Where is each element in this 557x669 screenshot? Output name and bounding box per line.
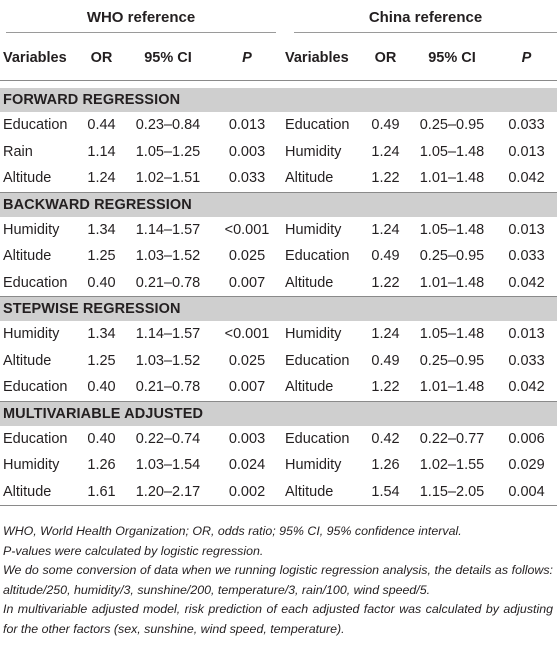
table-cell: 0.40 [87, 430, 116, 447]
table-cell: 0.033 [212, 165, 282, 192]
table-cell: 0.042 [496, 270, 557, 297]
table-cell: Education [285, 430, 350, 447]
table-cell: 1.22 [363, 270, 408, 297]
table-cell: 1.03–1.54 [135, 457, 201, 474]
table-row [0, 165, 557, 192]
table-cell: 1.03–1.52 [135, 248, 201, 265]
col-header: 95% CI [428, 50, 476, 66]
table-cell: 1.25 [87, 352, 116, 369]
table-cell: 1.15–2.05 [408, 479, 496, 506]
col-header: OR [374, 50, 397, 66]
table-cell: 1.03–1.52 [135, 352, 201, 369]
table-cell: 0.025 [228, 248, 266, 265]
table-cell: Rain [3, 143, 33, 160]
table-cell: 1.14 [87, 143, 116, 160]
table-row [0, 270, 557, 297]
table-cell: Altitude [282, 479, 363, 506]
table-cell: 0.013 [508, 326, 545, 343]
table-cell: Education [0, 374, 79, 401]
table-cell: 1.54 [363, 479, 408, 506]
table-cell: <0.001 [224, 221, 270, 238]
footnote: In multivariable adjusted model, risk prediction of each adjusted factor was calculated by adjusting for the other factors (sex, sunshine, wind speed, temperature). [3, 602, 553, 636]
table-cell: 0.033 [508, 117, 545, 134]
col-header: P [242, 50, 252, 66]
table-body [0, 81, 557, 506]
table-row [0, 139, 557, 166]
table-cell: 1.05–1.48 [419, 143, 485, 160]
table-cell: 1.02–1.55 [419, 457, 485, 474]
table-cell: Humidity [285, 326, 342, 343]
table-cell: 1.14–1.57 [135, 326, 201, 343]
footnote: We do some conversion of data when we running logistic regression analysis, the details as follows: altitude/250, humidity/3, sunshine/200, temperature/3, rain/100, wind speed/5. [3, 563, 553, 597]
col-header: OR [90, 50, 113, 66]
table-cell: Altitude [3, 352, 52, 369]
table-cell: 0.25–0.95 [419, 248, 485, 265]
table-cell: 0.007 [212, 270, 282, 297]
table-cell: 0.40 [79, 374, 124, 401]
table-cell: Education [3, 430, 68, 447]
regression-table [0, 6, 557, 506]
table-cell: 1.01–1.48 [408, 270, 496, 297]
table-cell: Altitude [3, 248, 52, 265]
table-cell: Altitude [0, 165, 79, 192]
footnote: P-values were calculated by logistic regression. [3, 543, 264, 558]
table-cell: 0.013 [508, 221, 545, 238]
section-header-row [0, 192, 557, 217]
table-cell: Altitude [282, 374, 363, 401]
col-header: Variables [3, 50, 67, 66]
table-cell: 0.25–0.95 [419, 117, 485, 134]
table-cell: Humidity [3, 326, 60, 343]
table-cell: 1.34 [87, 326, 116, 343]
table-cell: 1.24 [371, 326, 400, 343]
table-row [0, 479, 557, 506]
table-cell: 0.22–0.77 [419, 430, 485, 447]
section-header-row [0, 297, 557, 322]
column-header-row [0, 36, 557, 81]
group-header-china [282, 6, 557, 36]
table-cell: 1.01–1.48 [408, 165, 496, 192]
table-cell: Humidity [285, 221, 342, 238]
table-cell: 0.007 [212, 374, 282, 401]
table-row [0, 374, 557, 401]
table-cell: 0.025 [228, 352, 266, 369]
table-cell: Education [0, 270, 79, 297]
table-cell: 0.013 [228, 117, 266, 134]
table-cell: 0.003 [228, 143, 266, 160]
group-header-china-label: China reference [294, 9, 557, 33]
table-cell: 0.22–0.74 [135, 430, 201, 447]
table-cell: 1.05–1.48 [419, 326, 485, 343]
footnote: WHO, World Health Organization; OR, odds ratio; 95% CI, 95% confidence interval. [3, 524, 462, 538]
table-footnotes [3, 522, 553, 640]
table-cell: Education [285, 117, 350, 134]
table-cell: 0.44 [87, 117, 116, 134]
table-cell: 1.24 [371, 143, 400, 160]
table-cell: 0.042 [496, 374, 557, 401]
section-spacer [0, 81, 557, 89]
table-row [0, 112, 557, 139]
table-cell: 1.34 [87, 221, 116, 238]
section-title: STEPWISE REGRESSION [0, 297, 557, 322]
table-cell: 0.21–0.78 [124, 374, 212, 401]
table-cell: Altitude [0, 479, 79, 506]
section-title: FORWARD REGRESSION [0, 88, 557, 112]
group-header-row [0, 6, 557, 36]
table-cell: 1.24 [371, 221, 400, 238]
table-cell: 1.22 [363, 165, 408, 192]
section-header-row [0, 401, 557, 426]
table-cell: 1.14–1.57 [135, 221, 201, 238]
table-cell: 0.033 [508, 248, 545, 265]
table-cell: 1.61 [79, 479, 124, 506]
table-cell: 0.49 [371, 117, 400, 134]
table-row [0, 321, 557, 348]
table-cell: 0.024 [228, 457, 266, 474]
table-cell: 1.24 [79, 165, 124, 192]
table-cell: 0.40 [79, 270, 124, 297]
table-cell: 0.23–0.84 [135, 117, 201, 134]
table-cell: Education [285, 248, 350, 265]
group-header-who-label: WHO reference [6, 9, 276, 33]
table-cell: 1.20–2.17 [124, 479, 212, 506]
table-cell: 0.003 [228, 430, 266, 447]
table-cell: 0.25–0.95 [419, 352, 485, 369]
table-row [0, 452, 557, 479]
table-cell: 0.004 [496, 479, 557, 506]
col-header: P [521, 50, 532, 66]
section-header-row [0, 88, 557, 112]
table-cell: 1.05–1.25 [135, 143, 201, 160]
table-row [0, 426, 557, 453]
table-cell: 1.26 [87, 457, 116, 474]
table-cell: 0.002 [212, 479, 282, 506]
table-cell: 0.013 [508, 143, 545, 160]
table-cell: 1.22 [363, 374, 408, 401]
table-cell: 0.49 [371, 248, 400, 265]
group-header-who [0, 6, 282, 36]
col-header: 95% CI [144, 50, 192, 66]
table-cell: Humidity [3, 457, 60, 474]
table-cell: Humidity [285, 143, 342, 160]
col-header: Variables [285, 50, 349, 66]
table-cell: Humidity [3, 221, 60, 238]
table-row [0, 243, 557, 270]
section-title: MULTIVARIABLE ADJUSTED [0, 401, 557, 426]
table-cell: 0.49 [371, 352, 400, 369]
table-cell: Education [285, 352, 350, 369]
table-cell: 0.042 [496, 165, 557, 192]
table-cell: 1.02–1.51 [124, 165, 212, 192]
section-title: BACKWARD REGRESSION [0, 192, 557, 217]
table-cell: Altitude [282, 165, 363, 192]
table-row [0, 217, 557, 244]
table-cell: 0.21–0.78 [124, 270, 212, 297]
table-cell: 1.05–1.48 [419, 221, 485, 238]
table-row [0, 348, 557, 375]
table-cell: 0.033 [508, 352, 545, 369]
table-cell: Altitude [282, 270, 363, 297]
table-cell: 1.26 [371, 457, 400, 474]
table-cell: 0.42 [371, 430, 400, 447]
table-cell: <0.001 [224, 326, 270, 343]
table-cell: Humidity [285, 457, 342, 474]
table-cell: 0.029 [508, 457, 545, 474]
table-cell: 1.01–1.48 [408, 374, 496, 401]
table-cell: Education [3, 117, 68, 134]
table-cell: 1.25 [87, 248, 116, 265]
table-cell: 0.006 [508, 430, 545, 447]
